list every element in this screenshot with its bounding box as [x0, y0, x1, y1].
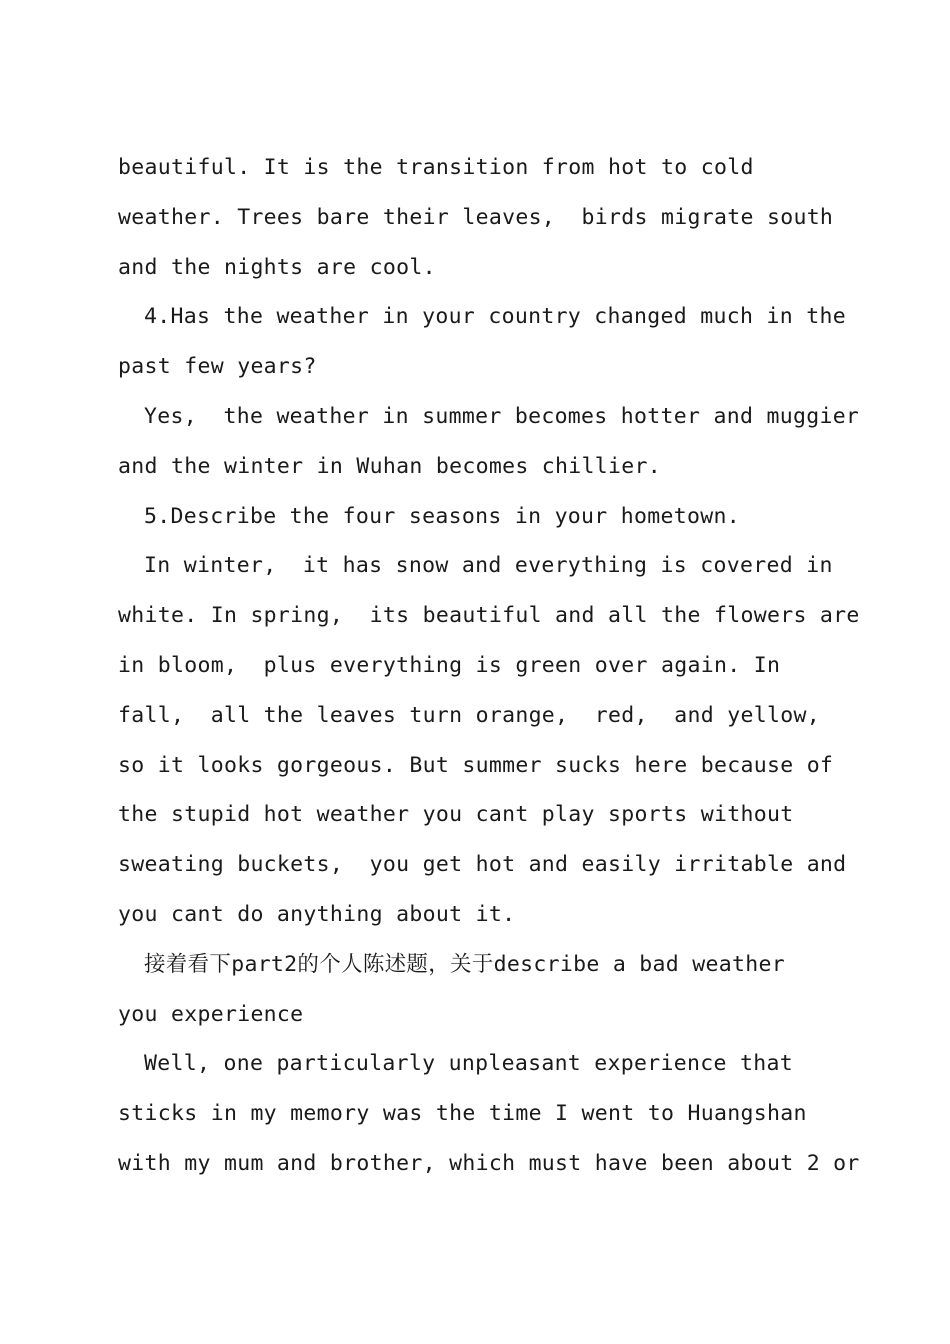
part2-intro: 接着看下part2的个人陈述题，关于describe a bad weather: [144, 951, 785, 977]
text-line: weather. Trees bare their leaves, birds migrate south: [118, 204, 834, 230]
text-line: beautiful. It is the transition from hot to cold: [118, 155, 754, 180]
text-line: white. In spring, its beautiful and all the flowers are: [118, 603, 860, 629]
answer-5: In winter, it has snow and everything is covered in: [144, 553, 833, 579]
text-line: in bloom, plus everything is green over again. In: [118, 652, 781, 678]
text-line: you cant do anything about it.: [118, 901, 516, 927]
text-line: and the winter in Wuhan becomes chillier.: [118, 453, 662, 479]
answer-4: Yes, the weather in summer becomes hotter and muggier: [144, 403, 860, 429]
text-line: past few years?: [118, 354, 317, 380]
question-5: 5.Describe the four seasons in your hometown.: [144, 503, 740, 529]
text-line: sweating buckets, you get hot and easily irritable and: [118, 852, 847, 878]
text-line: you experience: [118, 1001, 304, 1027]
body-text: [118, 150, 860, 1196]
text-line: with my mum and brother, which must have been about 2 or: [118, 1150, 860, 1176]
question-4: 4.Has the weather in your country changed much in the: [144, 304, 846, 330]
text-line: sticks in my memory was the time I went to Huangshan: [118, 1101, 807, 1127]
text-line: and the nights are cool.: [118, 254, 436, 280]
text-line: so it looks gorgeous. But summer sucks here because of: [118, 752, 834, 778]
part2-answer: Well, one particularly unpleasant experience that: [144, 1051, 793, 1077]
text-line: the stupid hot weather you cant play sports without: [118, 802, 794, 828]
text-line: fall, all the leaves turn orange, red, and yellow,: [118, 702, 820, 728]
